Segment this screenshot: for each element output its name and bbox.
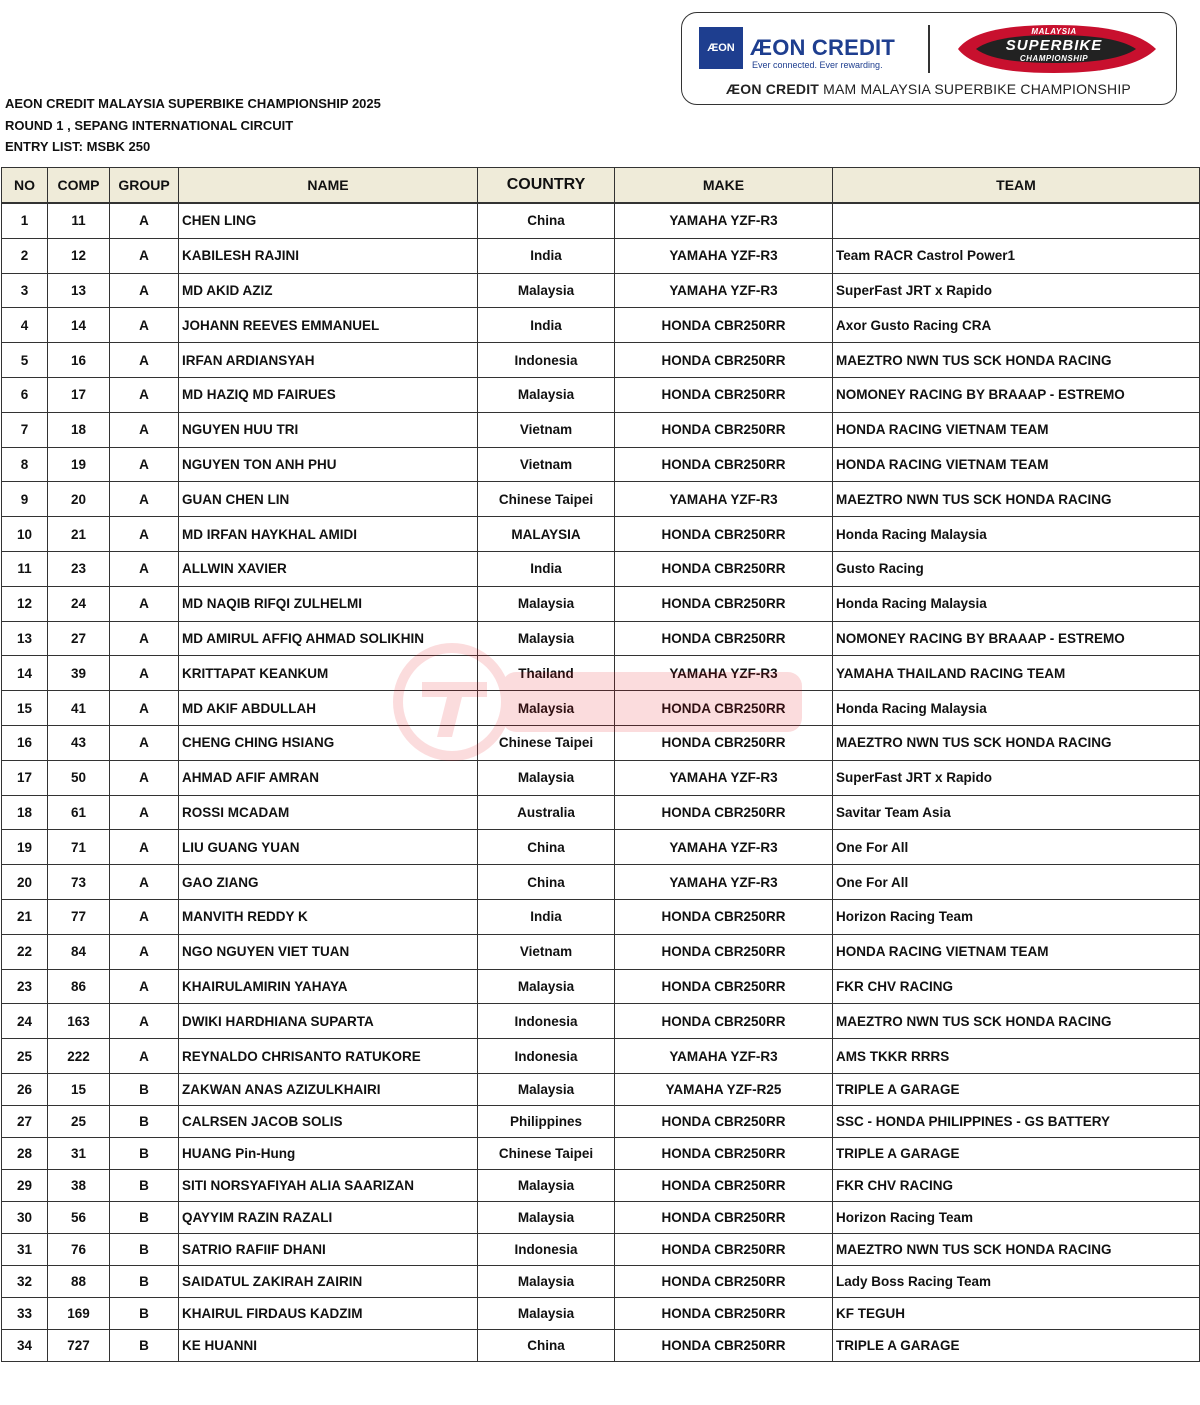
table-row [2,1297,1200,1329]
cell-group: A [110,551,179,586]
cell-name: KHAIRULAMIRIN YAHAYA [179,969,478,1004]
cell-comp: 88 [48,1265,110,1297]
cell-name: NGUYEN TON ANH PHU [179,447,478,482]
cell-team: KF TEGUH [833,1297,1200,1329]
cell-no: 20 [2,865,48,900]
cell-name: HUANG Pin-Hung [179,1137,478,1169]
cell-make: HONDA CBR250RR [615,899,833,934]
cell-make: YAMAHA YZF-R3 [615,656,833,691]
table-row [2,760,1200,795]
cell-name: SAIDATUL ZAKIRAH ZAIRIN [179,1265,478,1297]
cell-team: Horizon Racing Team [833,899,1200,934]
cell-name: KABILESH RAJINI [179,238,478,273]
cell-make: HONDA CBR250RR [615,517,833,552]
cell-group: A [110,691,179,726]
cell-comp: 169 [48,1297,110,1329]
cell-team: SSC - HONDA PHILIPPINES - GS BATTERY [833,1105,1200,1137]
cell-group: A [110,725,179,760]
cell-name: CHEN LING [179,203,478,238]
cell-team: TRIPLE A GARAGE [833,1329,1200,1361]
cell-comp: 61 [48,795,110,830]
cell-no: 25 [2,1039,48,1074]
cell-team: MAEZTRO NWN TUS SCK HONDA RACING [833,725,1200,760]
table-row [2,203,1200,238]
aeon-tagline: Ever connected. Ever rewarding. [752,60,883,70]
cell-team: Team RACR Castrol Power1 [833,238,1200,273]
cell-name: ALLWIN XAVIER [179,551,478,586]
aeon-credit-wordmark: ÆON CREDIT [750,35,895,60]
cell-team: MAEZTRO NWN TUS SCK HONDA RACING [833,1004,1200,1039]
cell-name: MD AKIF ABDULLAH [179,691,478,726]
cell-no: 26 [2,1073,48,1105]
cell-comp: 13 [48,273,110,308]
cell-country: China [478,830,615,865]
cell-country: India [478,308,615,343]
cell-make: HONDA CBR250RR [615,934,833,969]
cell-make: YAMAHA YZF-R3 [615,273,833,308]
cell-name: ROSSI MCADAM [179,795,478,830]
cell-team: Lady Boss Racing Team [833,1265,1200,1297]
cell-name: CALRSEN JACOB SOLIS [179,1105,478,1137]
cell-comp: 41 [48,691,110,726]
cell-no: 32 [2,1265,48,1297]
cell-group: A [110,899,179,934]
cell-country: India [478,899,615,934]
cell-group: A [110,412,179,447]
table-row [2,517,1200,552]
cell-country: Australia [478,795,615,830]
cell-country: Malaysia [478,1169,615,1201]
cell-team: Horizon Racing Team [833,1201,1200,1233]
cell-comp: 15 [48,1073,110,1105]
cell-name: NGO NGUYEN VIET TUAN [179,934,478,969]
cell-comp: 38 [48,1169,110,1201]
cell-name: NGUYEN HUU TRI [179,412,478,447]
cell-group: A [110,1039,179,1074]
cell-no: 1 [2,203,48,238]
cell-country: Chinese Taipei [478,482,615,517]
cell-group: B [110,1265,179,1297]
cell-country: China [478,203,615,238]
cell-comp: 25 [48,1105,110,1137]
cell-country: Malaysia [478,586,615,621]
cell-make: YAMAHA YZF-R3 [615,1039,833,1074]
cell-comp: 31 [48,1137,110,1169]
cell-group: A [110,482,179,517]
cell-country: Thailand [478,656,615,691]
cell-no: 29 [2,1169,48,1201]
cell-make: HONDA CBR250RR [615,1329,833,1361]
table-row [2,447,1200,482]
cell-team: FKR CHV RACING [833,1169,1200,1201]
cell-name: AHMAD AFIF AMRAN [179,760,478,795]
table-row [2,725,1200,760]
table-row [2,1105,1200,1137]
championship-name-bold: ÆON CREDIT [726,81,820,97]
cell-comp: 12 [48,238,110,273]
cell-country: Vietnam [478,412,615,447]
cell-team: MAEZTRO NWN TUS SCK HONDA RACING [833,1233,1200,1265]
cell-country: Philippines [478,1105,615,1137]
msbk-logo-top-text: MALAYSIA [1031,27,1077,36]
cell-make: HONDA CBR250RR [615,1265,833,1297]
cell-team: HONDA RACING VIETNAM TEAM [833,934,1200,969]
cell-comp: 27 [48,621,110,656]
cell-make: HONDA CBR250RR [615,343,833,378]
document-heading [5,93,381,158]
cell-no: 15 [2,691,48,726]
cell-make: YAMAHA YZF-R25 [615,1073,833,1105]
heading-line-2: ROUND 1 , SEPANG INTERNATIONAL CIRCUIT [5,117,294,133]
cell-group: A [110,586,179,621]
cell-comp: 71 [48,830,110,865]
cell-name: QAYYIM RAZIN RAZALI [179,1201,478,1233]
cell-country: Malaysia [478,969,615,1004]
cell-make: HONDA CBR250RR [615,725,833,760]
logo-divider [928,25,930,73]
cell-country: Indonesia [478,1233,615,1265]
cell-country: Malaysia [478,1073,615,1105]
cell-no: 33 [2,1297,48,1329]
cell-group: B [110,1169,179,1201]
cell-group: B [110,1201,179,1233]
table-row [2,1004,1200,1039]
cell-comp: 50 [48,760,110,795]
cell-no: 7 [2,412,48,447]
cell-make: HONDA CBR250RR [615,1201,833,1233]
table-row [2,1329,1200,1361]
cell-team [833,203,1200,238]
cell-team: NOMONEY RACING BY BRAAAP - ESTREMO [833,377,1200,412]
cell-comp: 727 [48,1329,110,1361]
column-header-no: NO [2,168,48,204]
cell-name: MD AKID AZIZ [179,273,478,308]
table-row [2,865,1200,900]
cell-group: B [110,1233,179,1265]
cell-no: 8 [2,447,48,482]
cell-country: Malaysia [478,1265,615,1297]
cell-make: HONDA CBR250RR [615,691,833,726]
cell-group: B [110,1137,179,1169]
cell-group: A [110,830,179,865]
cell-comp: 73 [48,865,110,900]
cell-name: KRITTAPAT KEANKUM [179,656,478,691]
cell-comp: 19 [48,447,110,482]
cell-group: A [110,238,179,273]
table-row [2,1233,1200,1265]
cell-group: A [110,273,179,308]
cell-group: B [110,1297,179,1329]
cell-comp: 222 [48,1039,110,1074]
cell-comp: 11 [48,203,110,238]
cell-no: 16 [2,725,48,760]
cell-no: 30 [2,1201,48,1233]
cell-name: KE HUANNI [179,1329,478,1361]
cell-comp: 14 [48,308,110,343]
sponsor-logo-banner [681,12,1177,105]
cell-group: A [110,308,179,343]
cell-name: DWIKI HARDHIANA SUPARTA [179,1004,478,1039]
table-row [2,551,1200,586]
cell-make: HONDA CBR250RR [615,412,833,447]
column-header-group: GROUP [110,168,179,204]
cell-comp: 163 [48,1004,110,1039]
cell-no: 5 [2,343,48,378]
table-row [2,308,1200,343]
entry-list-table [1,167,1200,1362]
cell-make: HONDA CBR250RR [615,1233,833,1265]
cell-comp: 77 [48,899,110,934]
cell-make: HONDA CBR250RR [615,447,833,482]
cell-country: Indonesia [478,1004,615,1039]
cell-group: B [110,1105,179,1137]
heading-line-3: ENTRY LIST: MSBK 250 [5,139,151,154]
cell-country: Indonesia [478,343,615,378]
cell-group: A [110,517,179,552]
column-header-team: TEAM [833,168,1200,204]
table-row [2,238,1200,273]
cell-group: A [110,969,179,1004]
championship-full-name [682,81,1175,97]
cell-group: A [110,760,179,795]
table-row [2,273,1200,308]
cell-no: 34 [2,1329,48,1361]
column-header-country: COUNTRY [478,168,615,204]
cell-country: Vietnam [478,447,615,482]
cell-no: 17 [2,760,48,795]
column-header-comp: COMP [48,168,110,204]
cell-country: Chinese Taipei [478,725,615,760]
cell-no: 21 [2,899,48,934]
cell-group: B [110,1329,179,1361]
cell-no: 27 [2,1105,48,1137]
cell-name: LIU GUANG YUAN [179,830,478,865]
cell-make: YAMAHA YZF-R3 [615,482,833,517]
cell-team: Honda Racing Malaysia [833,517,1200,552]
cell-comp: 86 [48,969,110,1004]
cell-team: One For All [833,865,1200,900]
cell-group: A [110,865,179,900]
cell-no: 24 [2,1004,48,1039]
cell-make: HONDA CBR250RR [615,621,833,656]
cell-comp: 39 [48,656,110,691]
cell-country: Malaysia [478,1297,615,1329]
cell-make: YAMAHA YZF-R3 [615,238,833,273]
cell-team: TRIPLE A GARAGE [833,1073,1200,1105]
cell-team: Savitar Team Asia [833,795,1200,830]
table-row [2,1039,1200,1074]
cell-make: HONDA CBR250RR [615,551,833,586]
cell-name: GUAN CHEN LIN [179,482,478,517]
cell-country: MALAYSIA [478,517,615,552]
cell-comp: 21 [48,517,110,552]
cell-name: GAO ZIANG [179,865,478,900]
cell-name: JOHANN REEVES EMMANUEL [179,308,478,343]
table-row [2,586,1200,621]
cell-no: 2 [2,238,48,273]
cell-name: IRFAN ARDIANSYAH [179,343,478,378]
heading-line-1: AEON CREDIT MALAYSIA SUPERBIKE CHAMPIONSHIP 2025 [5,96,381,111]
cell-country: India [478,238,615,273]
cell-team: Honda Racing Malaysia [833,586,1200,621]
cell-group: A [110,621,179,656]
cell-name: MD NAQIB RIFQI ZULHELMI [179,586,478,621]
cell-no: 3 [2,273,48,308]
cell-team: FKR CHV RACING [833,969,1200,1004]
cell-make: HONDA CBR250RR [615,1169,833,1201]
cell-group: A [110,203,179,238]
cell-make: HONDA CBR250RR [615,1105,833,1137]
cell-country: Malaysia [478,377,615,412]
cell-country: Malaysia [478,273,615,308]
cell-no: 12 [2,586,48,621]
cell-group: A [110,343,179,378]
cell-country: Malaysia [478,760,615,795]
cell-comp: 24 [48,586,110,621]
table-row [2,969,1200,1004]
table-row [2,899,1200,934]
cell-name: KHAIRUL FIRDAUS KADZIM [179,1297,478,1329]
cell-no: 22 [2,934,48,969]
cell-name: MD HAZIQ MD FAIRUES [179,377,478,412]
msbk-logo-main-text: SUPERBIKE [1005,37,1103,54]
cell-comp: 20 [48,482,110,517]
cell-team: HONDA RACING VIETNAM TEAM [833,447,1200,482]
cell-make: HONDA CBR250RR [615,377,833,412]
cell-group: A [110,656,179,691]
cell-country: India [478,551,615,586]
table-row [2,691,1200,726]
table-row [2,656,1200,691]
cell-team: SuperFast JRT x Rapido [833,273,1200,308]
cell-make: HONDA CBR250RR [615,308,833,343]
cell-country: Malaysia [478,621,615,656]
cell-comp: 18 [48,412,110,447]
column-header-name: NAME [179,168,478,204]
cell-group: A [110,795,179,830]
cell-make: YAMAHA YZF-R3 [615,760,833,795]
cell-name: CHENG CHING HSIANG [179,725,478,760]
cell-make: HONDA CBR250RR [615,586,833,621]
cell-country: Vietnam [478,934,615,969]
aeon-logo-mark: ÆON [699,27,743,69]
cell-name: MD IRFAN HAYKHAL AMIDI [179,517,478,552]
table-row [2,1169,1200,1201]
cell-make: HONDA CBR250RR [615,1137,833,1169]
cell-team: One For All [833,830,1200,865]
cell-team: Axor Gusto Racing CRA [833,308,1200,343]
cell-no: 19 [2,830,48,865]
cell-name: MANVITH REDDY K [179,899,478,934]
cell-name: SITI NORSYAFIYAH ALIA SAARIZAN [179,1169,478,1201]
cell-team: TRIPLE A GARAGE [833,1137,1200,1169]
cell-country: China [478,865,615,900]
table-row [2,1201,1200,1233]
cell-country: Chinese Taipei [478,1137,615,1169]
cell-team: YAMAHA THAILAND RACING TEAM [833,656,1200,691]
cell-no: 18 [2,795,48,830]
table-row [2,1137,1200,1169]
cell-make: YAMAHA YZF-R3 [615,203,833,238]
cell-team: Gusto Racing [833,551,1200,586]
table-row [2,830,1200,865]
cell-no: 28 [2,1137,48,1169]
cell-country: China [478,1329,615,1361]
msbk-logo-bottom-text: CHAMPIONSHIP [1019,54,1089,63]
cell-team: MAEZTRO NWN TUS SCK HONDA RACING [833,482,1200,517]
cell-group: B [110,1073,179,1105]
cell-country: Malaysia [478,1201,615,1233]
cell-comp: 16 [48,343,110,378]
cell-group: A [110,1004,179,1039]
cell-no: 4 [2,308,48,343]
cell-team: SuperFast JRT x Rapido [833,760,1200,795]
cell-comp: 56 [48,1201,110,1233]
cell-comp: 84 [48,934,110,969]
cell-country: Malaysia [478,691,615,726]
table-header-row [2,168,1200,204]
cell-group: A [110,447,179,482]
cell-no: 10 [2,517,48,552]
table-row [2,621,1200,656]
column-header-make: MAKE [615,168,833,204]
cell-team: MAEZTRO NWN TUS SCK HONDA RACING [833,343,1200,378]
cell-make: YAMAHA YZF-R3 [615,830,833,865]
cell-no: 13 [2,621,48,656]
table-body [2,203,1200,1361]
cell-team: NOMONEY RACING BY BRAAAP - ESTREMO [833,621,1200,656]
table-row [2,343,1200,378]
cell-name: REYNALDO CHRISANTO RATUKORE [179,1039,478,1074]
cell-comp: 23 [48,551,110,586]
cell-name: SATRIO RAFIIF DHANI [179,1233,478,1265]
cell-team: Honda Racing Malaysia [833,691,1200,726]
table-row [2,795,1200,830]
cell-comp: 43 [48,725,110,760]
table-row [2,482,1200,517]
table-row [2,1265,1200,1297]
cell-name: MD AMIRUL AFFIQ AHMAD SOLIKHIN [179,621,478,656]
cell-no: 23 [2,969,48,1004]
cell-no: 6 [2,377,48,412]
table-row [2,1073,1200,1105]
msbk-championship-logo [946,23,1162,75]
cell-comp: 17 [48,377,110,412]
cell-country: Indonesia [478,1039,615,1074]
cell-no: 14 [2,656,48,691]
table-row [2,412,1200,447]
cell-make: YAMAHA YZF-R3 [615,865,833,900]
cell-team: AMS TKKR RRRS [833,1039,1200,1074]
cell-comp: 76 [48,1233,110,1265]
cell-make: HONDA CBR250RR [615,1297,833,1329]
cell-no: 31 [2,1233,48,1265]
championship-name-rest: MAM MALAYSIA SUPERBIKE CHAMPIONSHIP [819,81,1131,97]
table-row [2,934,1200,969]
cell-no: 9 [2,482,48,517]
cell-make: HONDA CBR250RR [615,795,833,830]
cell-make: HONDA CBR250RR [615,1004,833,1039]
cell-no: 11 [2,551,48,586]
table-row [2,377,1200,412]
cell-team: HONDA RACING VIETNAM TEAM [833,412,1200,447]
cell-make: HONDA CBR250RR [615,969,833,1004]
cell-name: ZAKWAN ANAS AZIZULKHAIRI [179,1073,478,1105]
cell-group: A [110,934,179,969]
cell-group: A [110,377,179,412]
